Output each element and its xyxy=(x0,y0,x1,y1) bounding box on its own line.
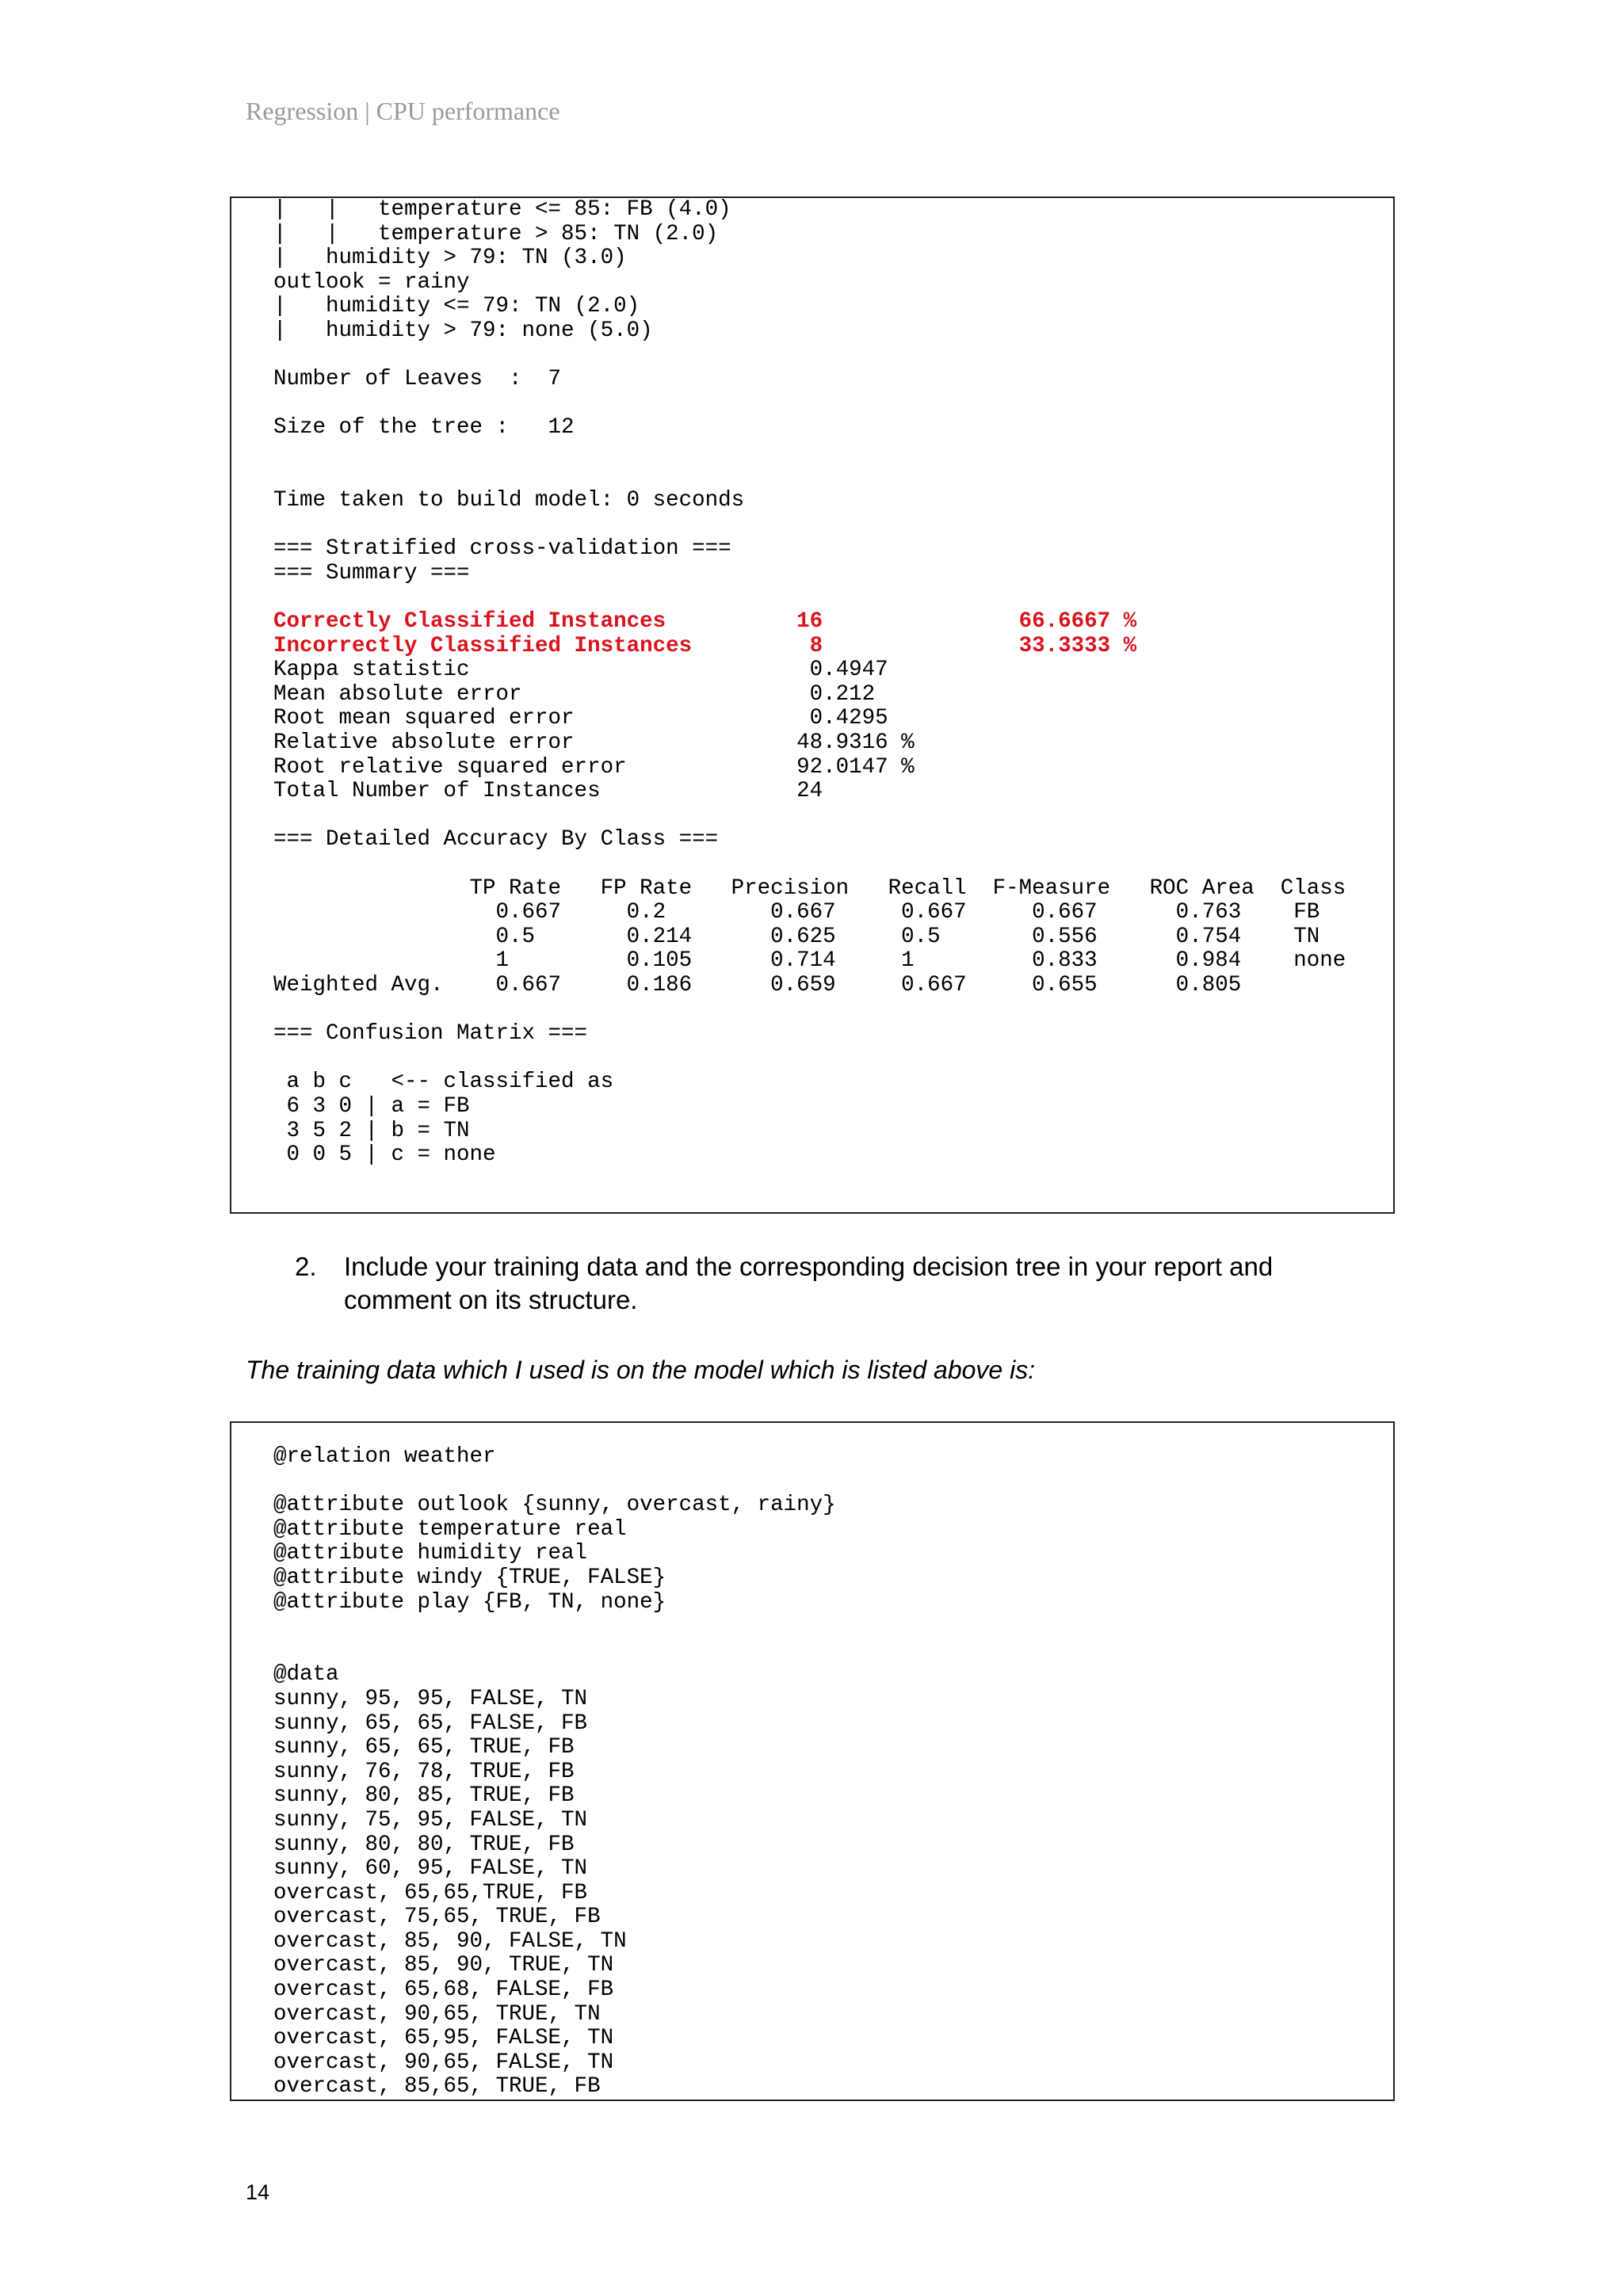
arff-data-row: overcast, 65,95, FALSE, TN xyxy=(273,2026,614,2051)
arff-line: @attribute play {FB, TN, none} xyxy=(273,1589,666,1615)
arff-line: @attribute windy {TRUE, FALSE} xyxy=(273,1565,666,1590)
code-line: Mean absolute error 0.212 xyxy=(273,681,876,707)
arff-data-row: overcast, 65,65,TRUE, FB xyxy=(273,1880,588,1905)
code-line xyxy=(273,998,1346,1023)
code-line: | | temperature <= 85: FB (4.0) xyxy=(273,197,731,222)
arff-data-row: overcast, 75,65, TRUE, FB xyxy=(273,1905,601,1930)
code-line: outlook = rainy xyxy=(273,269,470,295)
code-line: | humidity > 79: none (5.0) xyxy=(273,318,653,343)
arff-data-row: overcast, 90,65, TRUE, TN xyxy=(273,2001,601,2027)
arff-line: @attribute humidity real xyxy=(273,1541,588,1566)
confusion-matrix-header: a b c <-- classified as xyxy=(273,1070,614,1095)
arff-data-box xyxy=(230,1421,1395,2101)
arff-data-row: sunny, 65, 65, TRUE, FB xyxy=(273,1735,575,1760)
arff-data-row: sunny, 80, 80, TRUE, FB xyxy=(273,1832,575,1857)
arff-data-row: sunny, 76, 78, TRUE, FB xyxy=(273,1759,575,1784)
weka-output-text xyxy=(273,198,1346,1168)
arff-data-row: sunny, 95, 95, FALSE, TN xyxy=(273,1686,588,1711)
code-line xyxy=(273,441,1346,465)
arff-line: @attribute temperature real xyxy=(273,1516,627,1542)
accuracy-table-header: TP Rate FP Rate Precision Recall F-Measure ROC Area Class xyxy=(273,875,1346,901)
code-line: Root relative squared error 92.0147 % xyxy=(273,754,915,780)
question-item xyxy=(295,1250,1357,1317)
arff-data-row: overcast, 65,68, FALSE, FB xyxy=(273,1978,614,2003)
page-number: 14 xyxy=(246,2180,270,2204)
arff-line: @attribute outlook {sunny, overcast, rainy} xyxy=(273,1493,836,1518)
arff-line xyxy=(273,1615,836,1639)
code-line: Time taken to build model: 0 seconds xyxy=(273,488,745,513)
code-line: Kappa statistic 0.4947 xyxy=(273,658,888,683)
arff-data-row: overcast, 85, 90, TRUE, TN xyxy=(273,1953,614,1978)
accuracy-table-row: Weighted Avg. 0.667 0.186 0.659 0.667 0.655 0.805 xyxy=(273,973,1242,997)
code-line xyxy=(273,344,1346,368)
confusion-matrix-row: 0 0 5 | c = none xyxy=(273,1142,496,1168)
arff-line xyxy=(273,1639,836,1664)
code-line: Number of Leaves : 7 xyxy=(273,367,562,392)
code-line xyxy=(273,465,1346,490)
arff-line xyxy=(273,1470,836,1494)
confusion-matrix-row: 3 5 2 | b = TN xyxy=(273,1118,470,1143)
arff-data-text xyxy=(273,1445,836,2100)
code-line xyxy=(273,513,1346,538)
code-line xyxy=(273,852,1346,877)
code-line: | humidity <= 79: TN (2.0) xyxy=(273,294,640,319)
code-line: Total Number of Instances 24 xyxy=(273,779,823,804)
confusion-matrix-row: 6 3 0 | a = FB xyxy=(273,1093,470,1119)
code-line: Size of the tree : 12 xyxy=(273,415,575,441)
incorrectly-classified-line: Incorrectly Classified Instances 8 33.3333 % xyxy=(273,633,1137,658)
arff-data-row: overcast, 90,65, FALSE, TN xyxy=(273,2050,614,2075)
question-number: 2. xyxy=(295,1252,317,1281)
accuracy-table-row: 0.667 0.2 0.667 0.667 0.667 0.763 FB xyxy=(273,900,1320,925)
code-line xyxy=(273,392,1346,417)
question-text: Include your training data and the corresponding decision tree in your report and comment on its structure. xyxy=(344,1252,1274,1314)
code-line: === Stratified cross-validation === xyxy=(273,536,731,562)
arff-data-row: overcast, 85,65, TRUE, FB xyxy=(273,2074,601,2100)
arff-data-row: overcast, 85, 90, FALSE, TN xyxy=(273,1928,627,1954)
training-data-intro: The training data which I used is on the model which is listed above is: xyxy=(246,1356,1036,1384)
code-line xyxy=(273,586,1346,611)
accuracy-table-row: 0.5 0.214 0.625 0.5 0.556 0.754 TN xyxy=(273,924,1320,949)
weka-output-box xyxy=(230,196,1395,1214)
code-line: Relative absolute error 48.9316 % xyxy=(273,730,915,756)
arff-data-row: sunny, 60, 95, FALSE, TN xyxy=(273,1856,588,1882)
arff-data-row: sunny, 75, 95, FALSE, TN xyxy=(273,1807,588,1833)
arff-data-row: sunny, 65, 65, FALSE, FB xyxy=(273,1711,588,1736)
arff-line: @data xyxy=(273,1662,339,1688)
code-line: Root mean squared error 0.4295 xyxy=(273,706,888,731)
code-line: === Detailed Accuracy By Class === xyxy=(273,827,719,852)
accuracy-table-row: 1 0.105 0.714 1 0.833 0.984 none xyxy=(273,948,1346,974)
code-line xyxy=(273,804,1346,829)
correctly-classified-line: Correctly Classified Instances 16 66.6667 % xyxy=(273,609,1137,635)
arff-data-row: sunny, 80, 85, TRUE, FB xyxy=(273,1783,575,1809)
running-header: Regression | CPU performance xyxy=(246,97,560,125)
code-line: | humidity > 79: TN (3.0) xyxy=(273,246,627,271)
code-line xyxy=(273,1047,1346,1071)
code-line: === Confusion Matrix === xyxy=(273,1021,588,1047)
code-line: | | temperature > 85: TN (2.0) xyxy=(273,221,719,246)
arff-line: @relation weather xyxy=(273,1444,496,1469)
code-line: === Summary === xyxy=(273,560,470,585)
